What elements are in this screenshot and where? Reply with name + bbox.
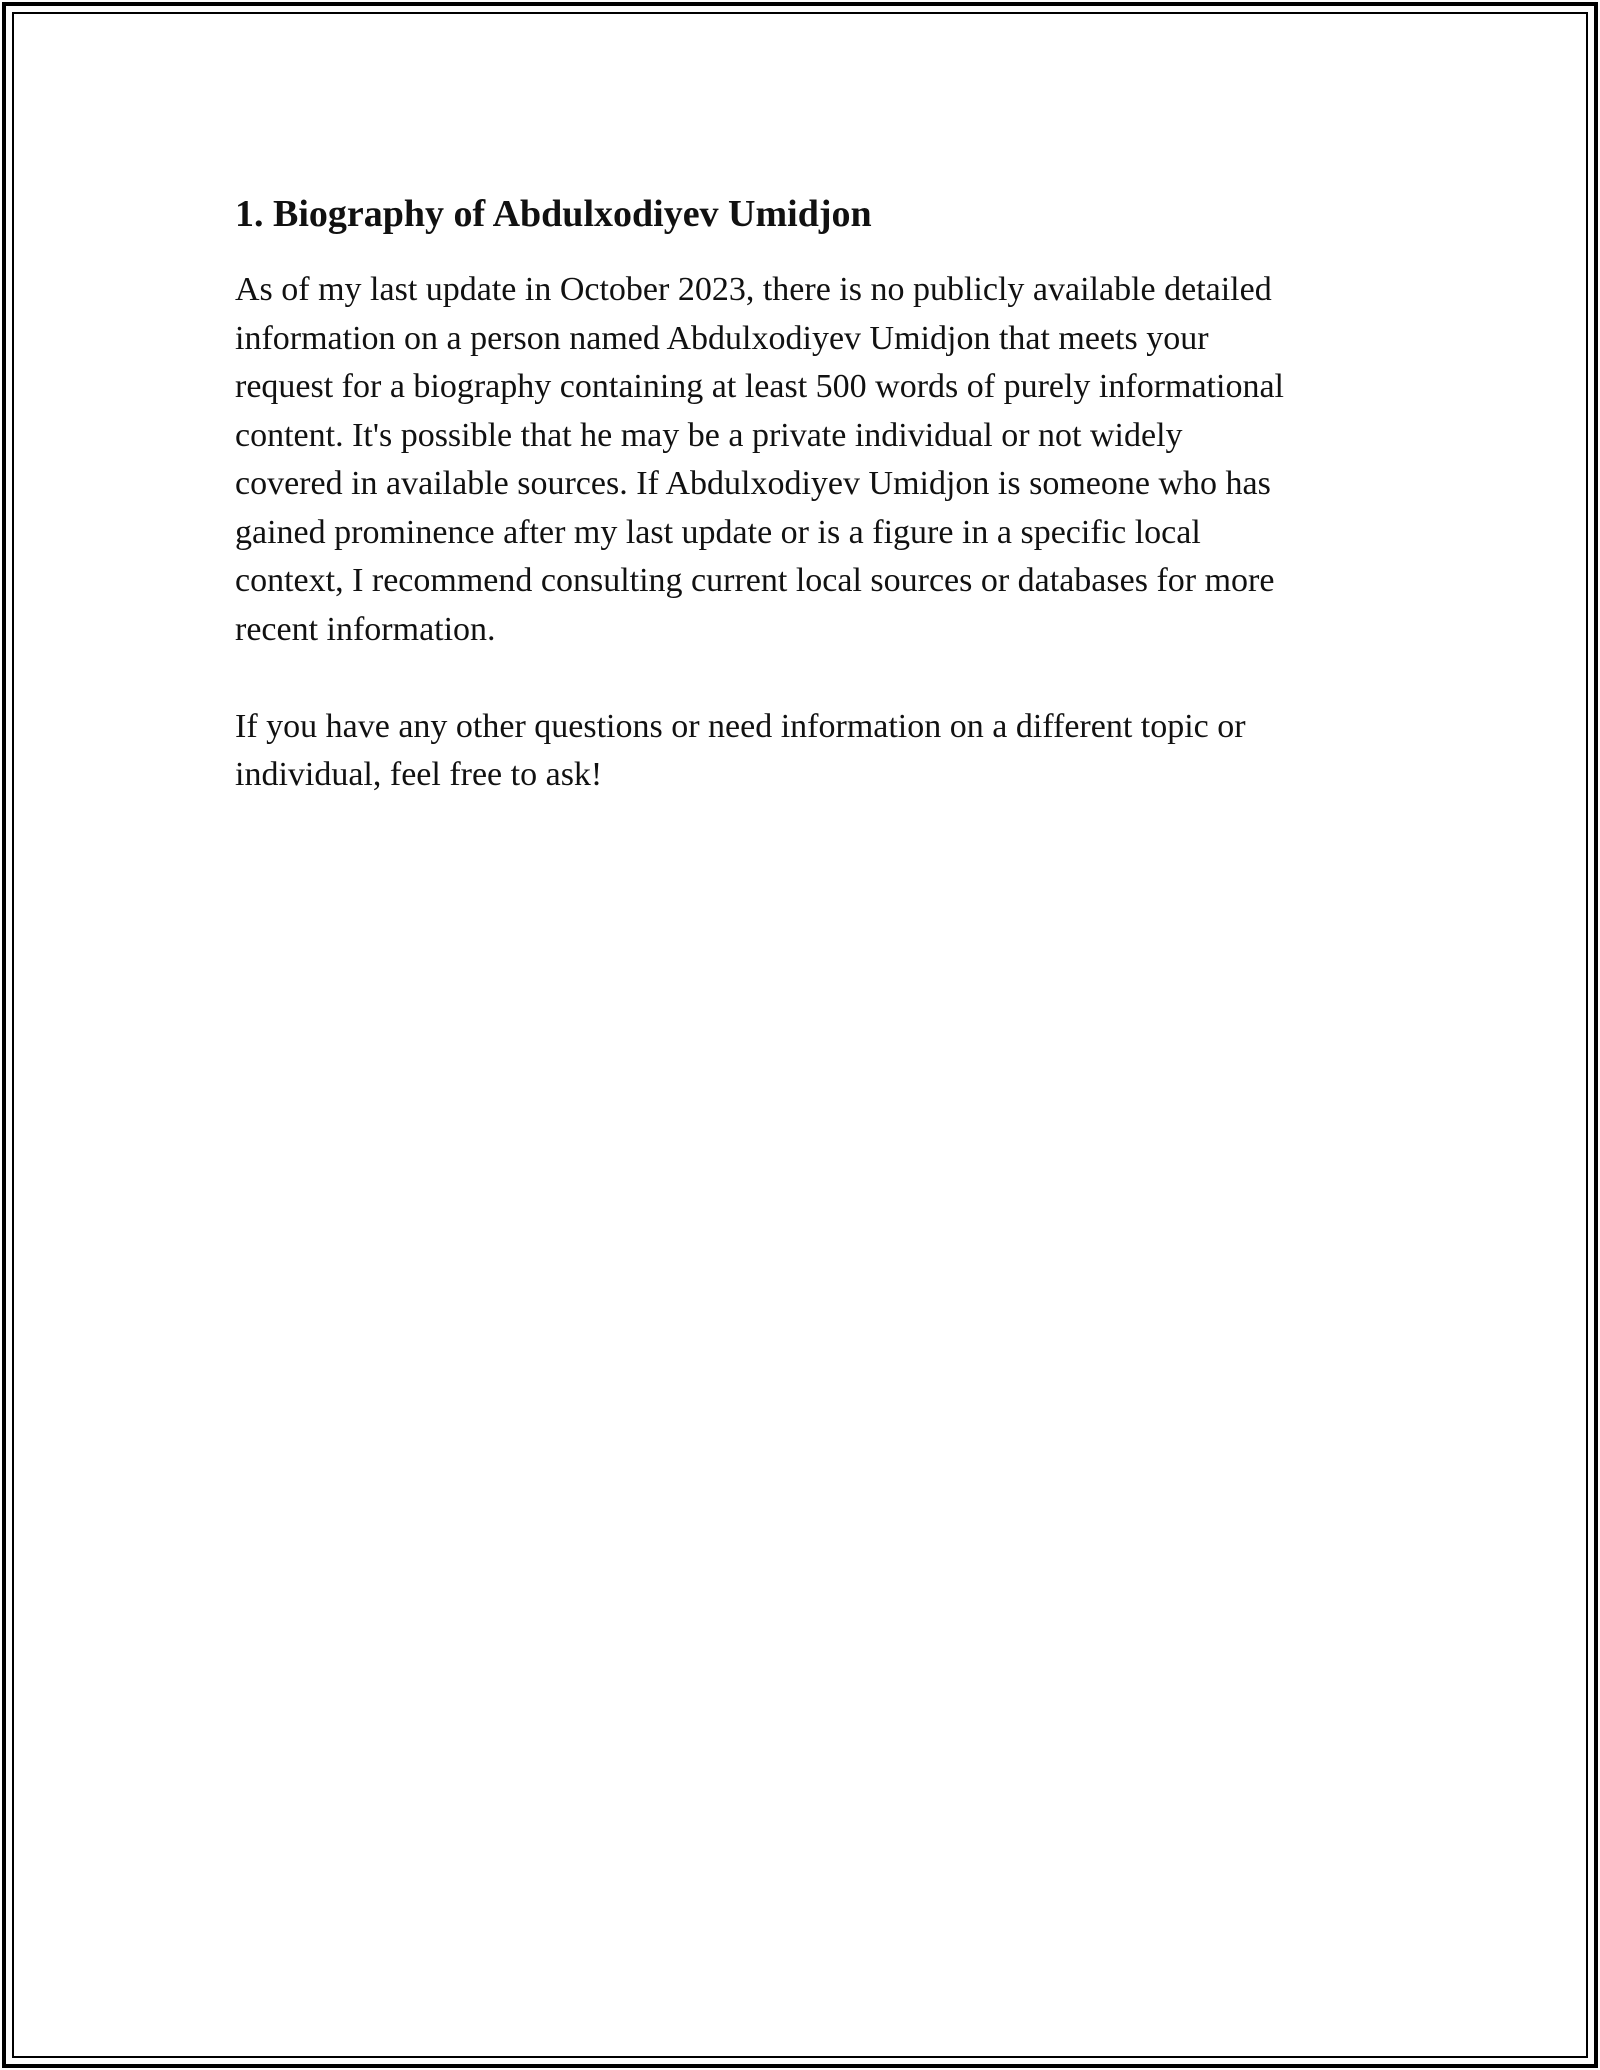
document-body bbox=[235, 188, 1385, 800]
body-paragraph: As of my last update in October 2023, there is no publicly available detailed information on a person named Abdulxodiyev Umidjon that meets your request for a biography containing at least 500 words of purely informational content. It's possible that he may be a private individual or not widely covered in available sources. If Abdulxodiyev Umidjon is someone who has gained prominence after my last update or is a figure in a specific local context, I recommend consulting current local sources or databases for more recent information. bbox=[235, 271, 1284, 648]
closing-paragraph: If you have any other questions or need information on a different topic or individual, feel free to ask! bbox=[235, 707, 1246, 793]
section-heading: 1. Biography of Abdulxodiyev Umidjon bbox=[235, 193, 872, 235]
